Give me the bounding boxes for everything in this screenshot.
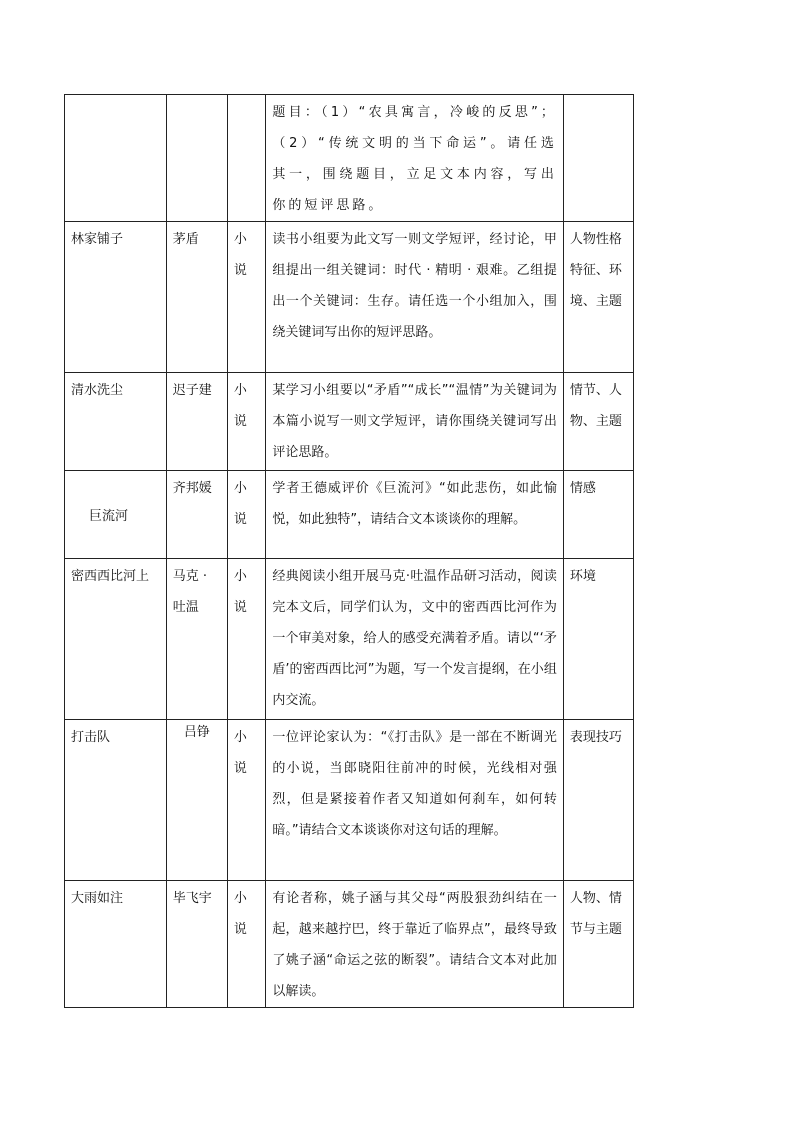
author-name: 吕铮 [183,725,210,740]
genre-cell: 小说 [227,222,265,373]
reading-task-table [64,94,634,1008]
genre-cell: 小说 [227,720,265,881]
work-title-cell: 林家铺子 [65,222,167,373]
focus-cell: 人物、情节与主题 [563,881,633,1008]
author-cell [166,720,227,881]
table-row [65,881,634,1008]
table-row [65,559,634,720]
genre-cell: 小说 [227,881,265,1008]
prompt-cell: 一位评论家认为：“《打击队》是一部在不断调光的小说，当郎晓阳往前冲的时候，光线相对强烈，但是紧接着作者又知道如何刹车，如何转暗。”请结合文本谈谈你对这句话的理解。 [266,720,564,881]
genre-cell [227,95,265,222]
prompt-cell: 某学习小组要以“矛盾”“成长”“温情”为关键词为本篇小说写一则文学短评，请你围绕关键词写出评论思路。 [266,373,564,471]
author-cell [166,95,227,222]
prompt-cell: 有论者称，姚子涵与其父母“两股狠劲纠结在一起，越来越拧巴，终于靠近了临界点”，最终导致了姚子涵“命运之弦的断裂”。请结合文本对此加以解读。 [266,881,564,1008]
focus-cell: 人物性格特征、环境、主题 [563,222,633,373]
work-title-cell [65,471,167,559]
work-title-cell: 密西西比河上 [65,559,167,720]
work-title-cell: 打击队 [65,720,167,881]
focus-cell: 表现技巧 [563,720,633,881]
focus-cell: 情节、人物、主题 [563,373,633,471]
author-cell: 茅盾 [166,222,227,373]
prompt-cell: 题目：（1）“农具寓言，冷峻的反思”；（2）“传统文明的当下命运”。请任选其一，围绕题目，立足文本内容，写出你的短评思路。 [266,95,564,222]
genre-cell: 小说 [227,471,265,559]
table-row [65,720,634,881]
focus-cell [563,95,633,222]
author-cell: 齐邦媛 [166,471,227,559]
work-title-cell: 清水洗尘 [65,373,167,471]
author-cell: 马克 · 吐温 [166,559,227,720]
table-row [65,471,634,559]
prompt-cell: 学者王德威评价《巨流河》“如此悲伤，如此愉悦，如此独特”，请结合文本谈谈你的理解。 [266,471,564,559]
work-title-cell [65,95,167,222]
prompt-cell: 读书小组要为此文写一则文学短评，经讨论，甲组提出一组关键词：时代 · 精明 · 艰难。乙组提出一个关键词：生存。请任选一个小组加入，围绕关键词写出你的短评思路。 [266,222,564,373]
table-row [65,222,634,373]
work-title-cell: 大雨如注 [65,881,167,1008]
focus-cell: 环境 [563,559,633,720]
author-cell: 毕飞宇 [166,881,227,1008]
focus-cell: 情感 [563,471,633,559]
prompt-cell: 经典阅读小组开展马克·吐温作品研习活动，阅读完本文后，同学们认为，文中的密西西比河作为一个审美对象，给人的感受充满着矛盾。请以“‘矛盾’的密西西比河”为题，写一个发言提纲，在小组内交流。 [266,559,564,720]
genre-cell: 小说 [227,559,265,720]
table-row [65,95,634,222]
table-row [65,373,634,471]
work-title: 巨流河 [89,509,129,524]
genre-cell: 小说 [227,373,265,471]
author-cell: 迟子建 [166,373,227,471]
